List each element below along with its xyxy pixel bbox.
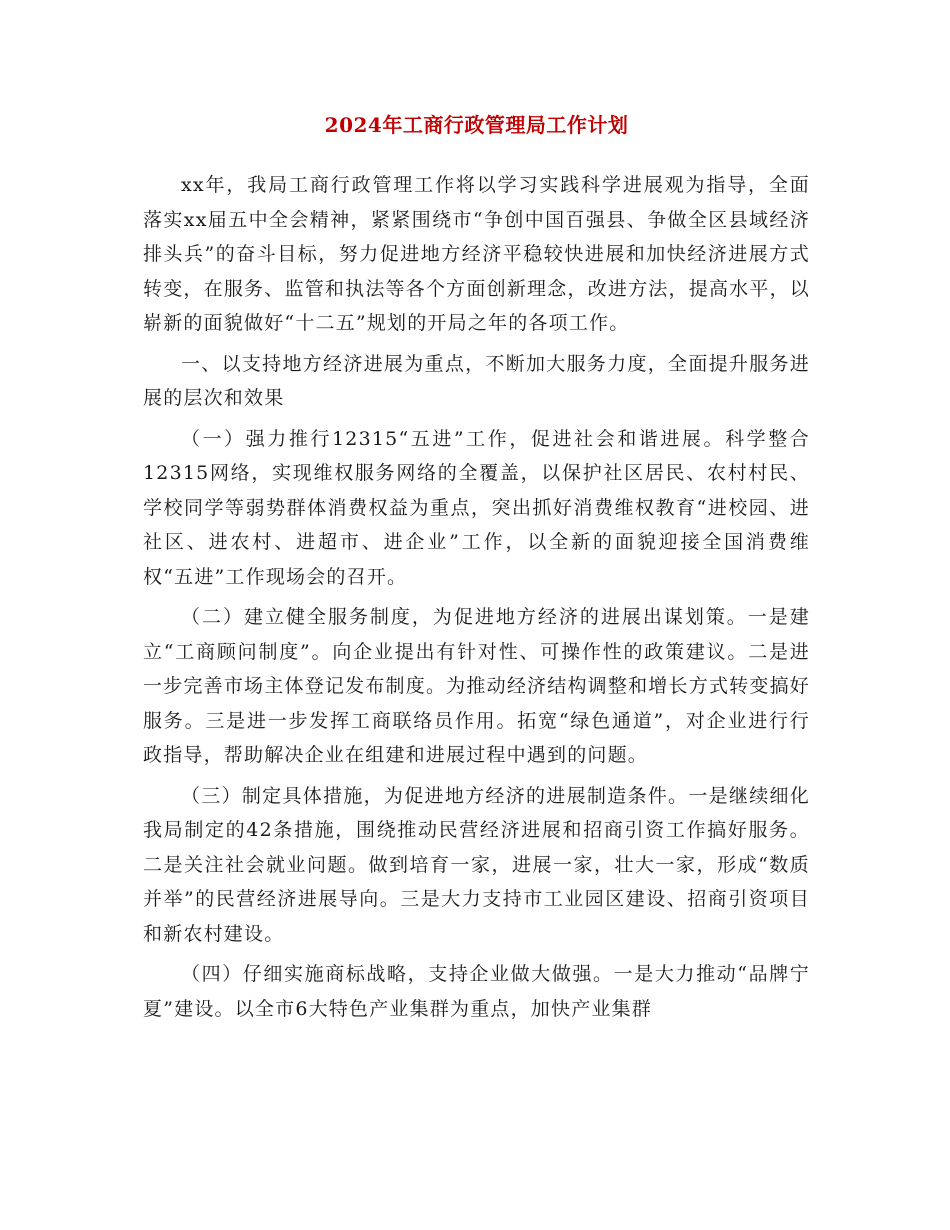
section-heading-1: 一、以支持地方经济进展为重点，不断加大服务力度，全面提升服务进展的层次和效果 bbox=[143, 352, 810, 409]
paragraph-item-1: （一）强力推行12315“五进”工作，促进社会和谐进展。科学整合12315网络，实现维权服务网络的全覆盖，以保护社区居民、农村村民、学校同学等弱势群体消费权益为重点，突出抓好消费维权教育“进校园、进社区、进农村、进超市、进企业”工作，以全新的面貌迎接全国消费维权“五进”工作现场会的召开。 bbox=[143, 427, 810, 588]
document-title: 2024年工商行政管理局工作计划 bbox=[324, 113, 629, 137]
paragraph-item-2: （二）建立健全服务制度，为促进地方经济的进展出谋划策。一是建立“工商顾问制度”。向企业提出有针对性、可操作性的政策建议。二是进一步完善市场主体登记发布制度。为推动经济结构调整和增长方式转变搞好服务。三是进一步发挥工商联络员作用。拓宽“绿色通道”，对企业进行行政指导，帮助解决企业在组建和进展过程中遇到的问题。 bbox=[143, 606, 810, 766]
paragraph-item-4: （四）仔细实施商标战略，支持企业做大做强。一是大力推动“品牌宁夏”建设。以全市6大特色产业集群为重点，加快产业集群 bbox=[143, 963, 810, 1020]
intro-paragraph: xx年，我局工商行政管理工作将以学习实践科学进展观为指导，全面落实xx届五中全会精神，紧紧围绕市“争创中国百强县、争做全区县域经济排头兵”的奋斗目标，努力促进地方经济平稳较快进展和加快经济进展方式转变，在服务、监管和执法等各个方面创新理念，改进方法，提高水平，以崭新的面貌做好“十二五”规划的开局之年的各项工作。 bbox=[143, 174, 810, 334]
paragraph-item-3: （三）制定具体措施，为促进地方经济的进展制造条件。一是继续细化我局制定的42条措施，围绕推动民营经济进展和招商引资工作搞好服务。二是关注社会就业问题。做到培育一家，进展一家，壮大一家，形成“数质并举”的民营经济进展导向。三是大力支持市工业园区建设、招商引资项目和新农村建设。 bbox=[143, 784, 810, 945]
